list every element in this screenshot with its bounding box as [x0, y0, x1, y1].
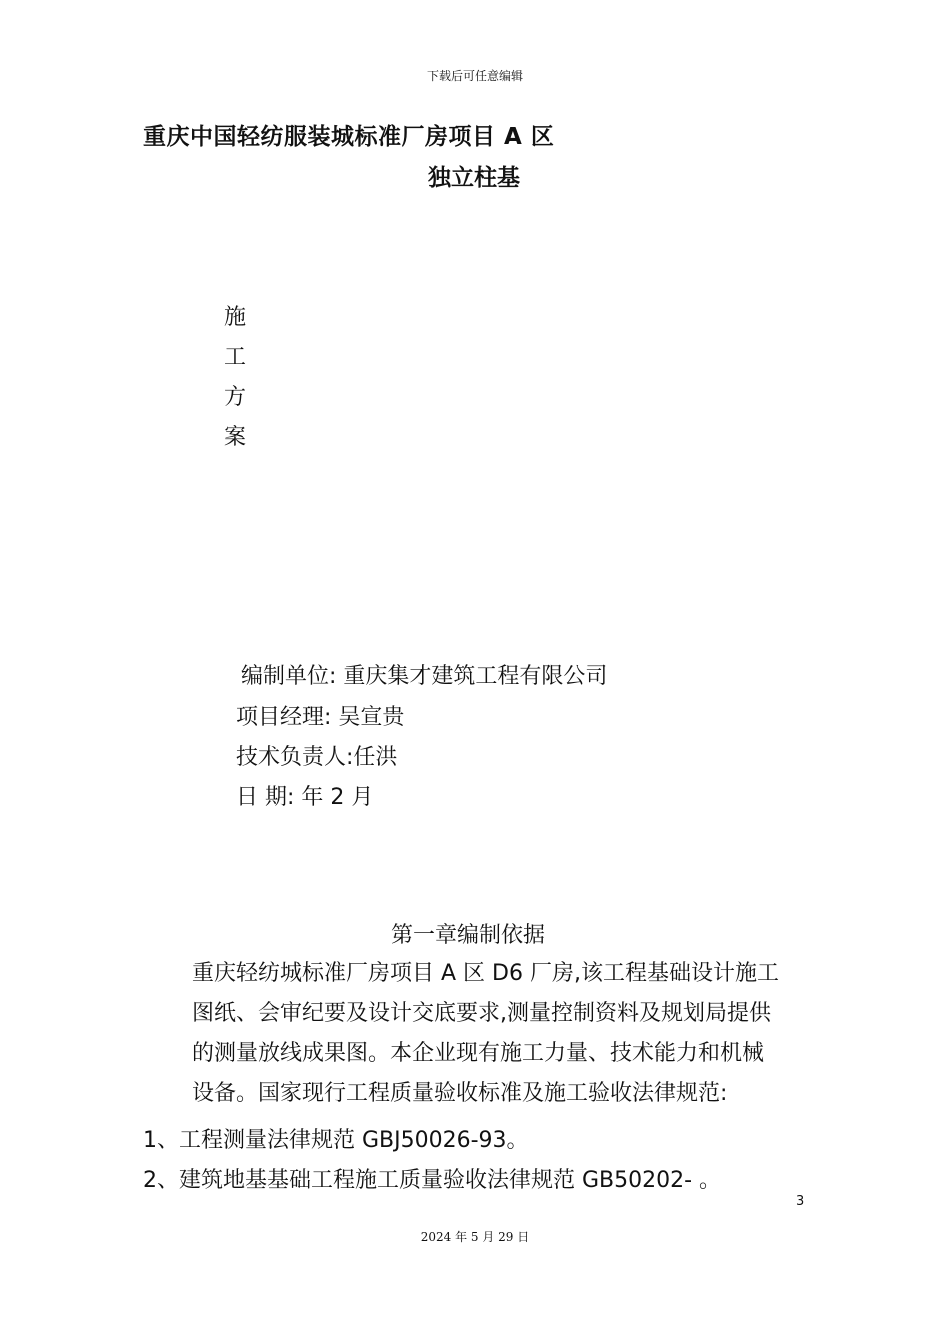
- paragraph-line: 的测量放线成果图。本企业现有施工力量、技术能力和机械: [192, 1041, 765, 1066]
- page-header: 下载后可任意编辑: [426, 69, 523, 83]
- info-project-manager: 项目经理: 吴宣贵: [236, 705, 405, 730]
- vertical-title-char: 工: [224, 345, 247, 370]
- info-date: 日 期: 年 2 月: [236, 785, 374, 810]
- vertical-title-char: 方: [224, 385, 247, 410]
- vertical-title-char: 案: [224, 425, 247, 450]
- page-footer-date: 2024 年 5 月 29 日: [420, 1230, 530, 1244]
- page-number: 3: [796, 1194, 805, 1209]
- info-technical-lead: 技术负责人:任洪: [236, 745, 398, 770]
- paragraph-line: 图纸、会审纪要及设计交底要求,测量控制资料及规划局提供: [192, 1001, 771, 1026]
- list-item: 1、工程测量法律规范 GBJ50026-93。: [143, 1128, 529, 1153]
- chapter-title: 第一章编制依据: [390, 923, 545, 948]
- document-title-line2: 独立柱基: [428, 165, 520, 191]
- basis-paragraph: [192, 954, 812, 1114]
- vertical-title-char: 施: [224, 305, 247, 330]
- document-title-line1: 重庆中国轻纺服装城标准厂房项目 A 区: [143, 124, 555, 150]
- list-item: 2、建筑地基基础工程施工质量验收法律规范 GB50202- 。: [143, 1168, 722, 1193]
- paragraph-line: 设备。国家现行工程质量验收标准及施工验收法律规范:: [192, 1081, 728, 1106]
- paragraph-line: 重庆轻纺城标准厂房项目 A 区 D6 厂房,该工程基础设计施工: [192, 961, 779, 986]
- info-compiling-unit: 编制单位: 重庆集才建筑工程有限公司: [241, 664, 608, 689]
